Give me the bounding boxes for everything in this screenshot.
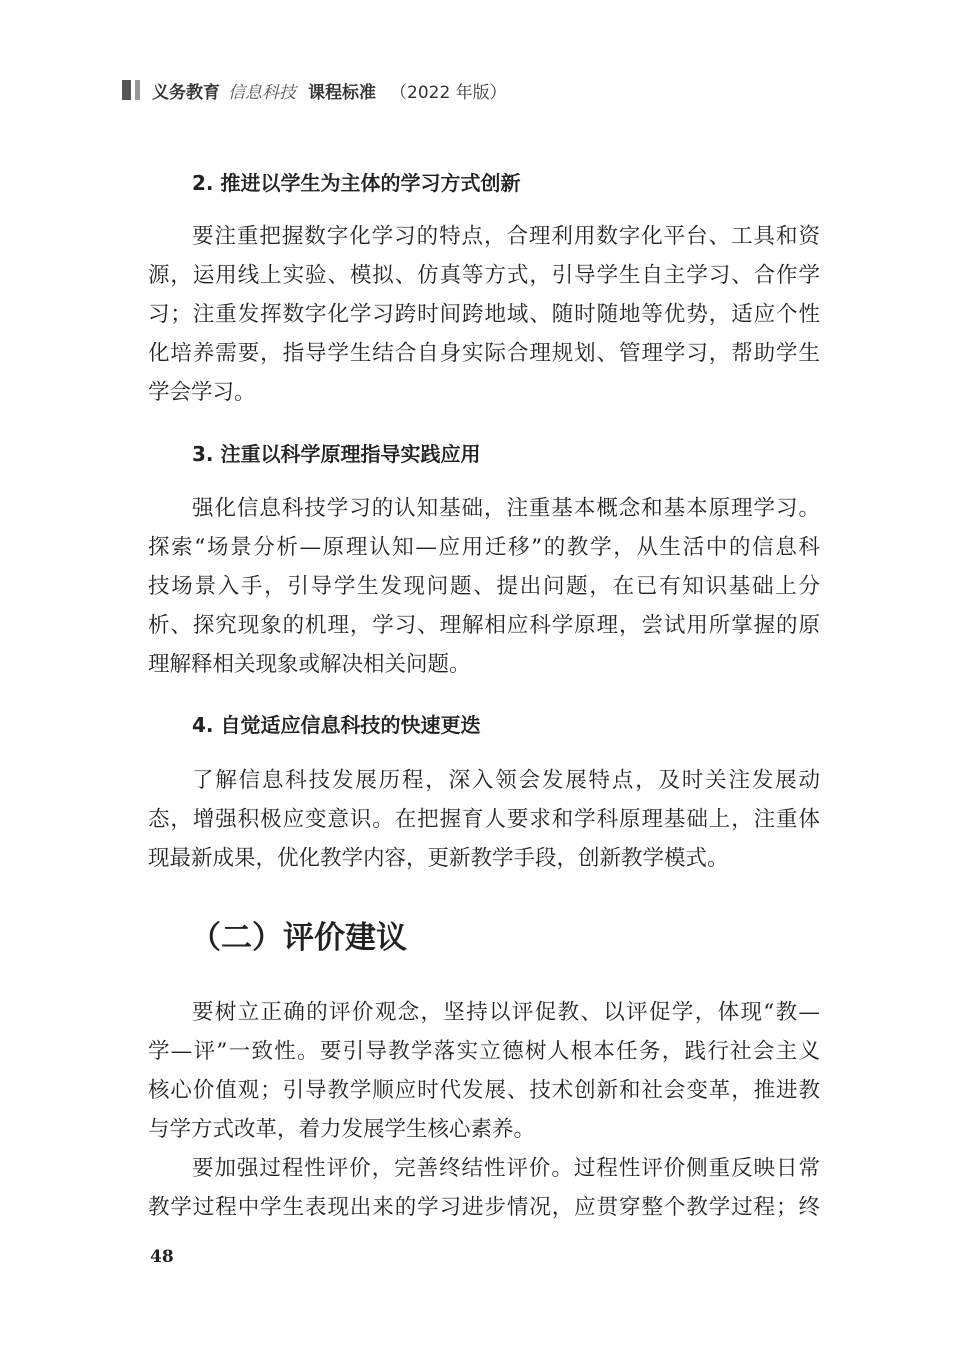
text-line: 析、探究现象的机理，学习、理解相应科学原理，尝试用所掌握的原: [148, 613, 820, 638]
section-heading: （二）评价建议: [190, 920, 407, 956]
text-line: 化培养需要，指导学生结合自身实际合理规划、管理学习，帮助学生: [148, 341, 820, 366]
text-line: 要树立正确的评价观念，坚持以评促教、以评促学，体现“教—: [192, 1000, 820, 1025]
paragraph: [148, 1149, 820, 1227]
text-line: 技场景入手，引导学生发现问题、提出问题，在已有知识基础上分: [148, 574, 820, 599]
paragraph: [148, 489, 820, 684]
text-line: 核心价值观；引导教学顺应时代发展、技术创新和社会变革，推进教: [148, 1078, 820, 1103]
text-line: 与学方式改革，着力发展学生核心素养。: [148, 1117, 536, 1142]
header-part3: 课程标准: [308, 82, 376, 103]
text-line: 强化信息科技学习的认知基础，注重基本概念和基本原理学习。: [192, 496, 820, 521]
paragraph: [148, 993, 820, 1149]
header-bar-mark: [135, 80, 140, 100]
header-part2: 信息科技: [228, 82, 296, 103]
heading-4: 4. 自觉适应信息科技的快速更迭: [192, 713, 481, 737]
paragraph: [148, 217, 820, 412]
text-line: 理解释相关现象或解决相关问题。: [148, 652, 471, 677]
text-line: 学会学习。: [148, 380, 256, 405]
text-line: 了解信息科技发展历程，深入领会发展特点，及时关注发展动: [192, 768, 820, 793]
text-line: 学—评”一致性。要引导教学落实立德树人根本任务，践行社会主义: [148, 1039, 820, 1064]
text-line: 态，增强积极应变意识。在把握育人要求和学科原理基础上，注重体: [148, 807, 820, 832]
text-line: 习；注重发挥数字化学习跨时间跨地域、随时随地等优势，适应个性: [148, 302, 820, 327]
header-edition: （2022 年版）: [390, 82, 507, 103]
text-line: 探索“场景分析—原理认知—应用迁移”的教学，从生活中的信息科: [148, 535, 820, 560]
running-header: [122, 78, 507, 102]
text-line: 要注重把握数字化学习的特点，合理利用数字化平台、工具和资: [192, 224, 820, 249]
header-part1: 义务教育: [152, 82, 220, 103]
paragraph: [148, 761, 820, 878]
text-line: 教学过程中学生表现出来的学习进步情况，应贯穿整个教学过程；终: [148, 1195, 820, 1220]
text-line: 现最新成果，优化教学内容，更新教学手段，创新教学模式。: [148, 846, 729, 871]
page-number: 48: [150, 1247, 174, 1267]
heading-3: 3. 注重以科学原理指导实践应用: [192, 442, 481, 466]
heading-2: 2. 推进以学生为主体的学习方式创新: [192, 171, 521, 195]
text-line: 源，运用线上实验、模拟、仿真等方式，引导学生自主学习、合作学: [148, 263, 820, 288]
text-line: 要加强过程性评价，完善终结性评价。过程性评价侧重反映日常: [192, 1156, 820, 1181]
header-bar-mark: [122, 80, 131, 100]
